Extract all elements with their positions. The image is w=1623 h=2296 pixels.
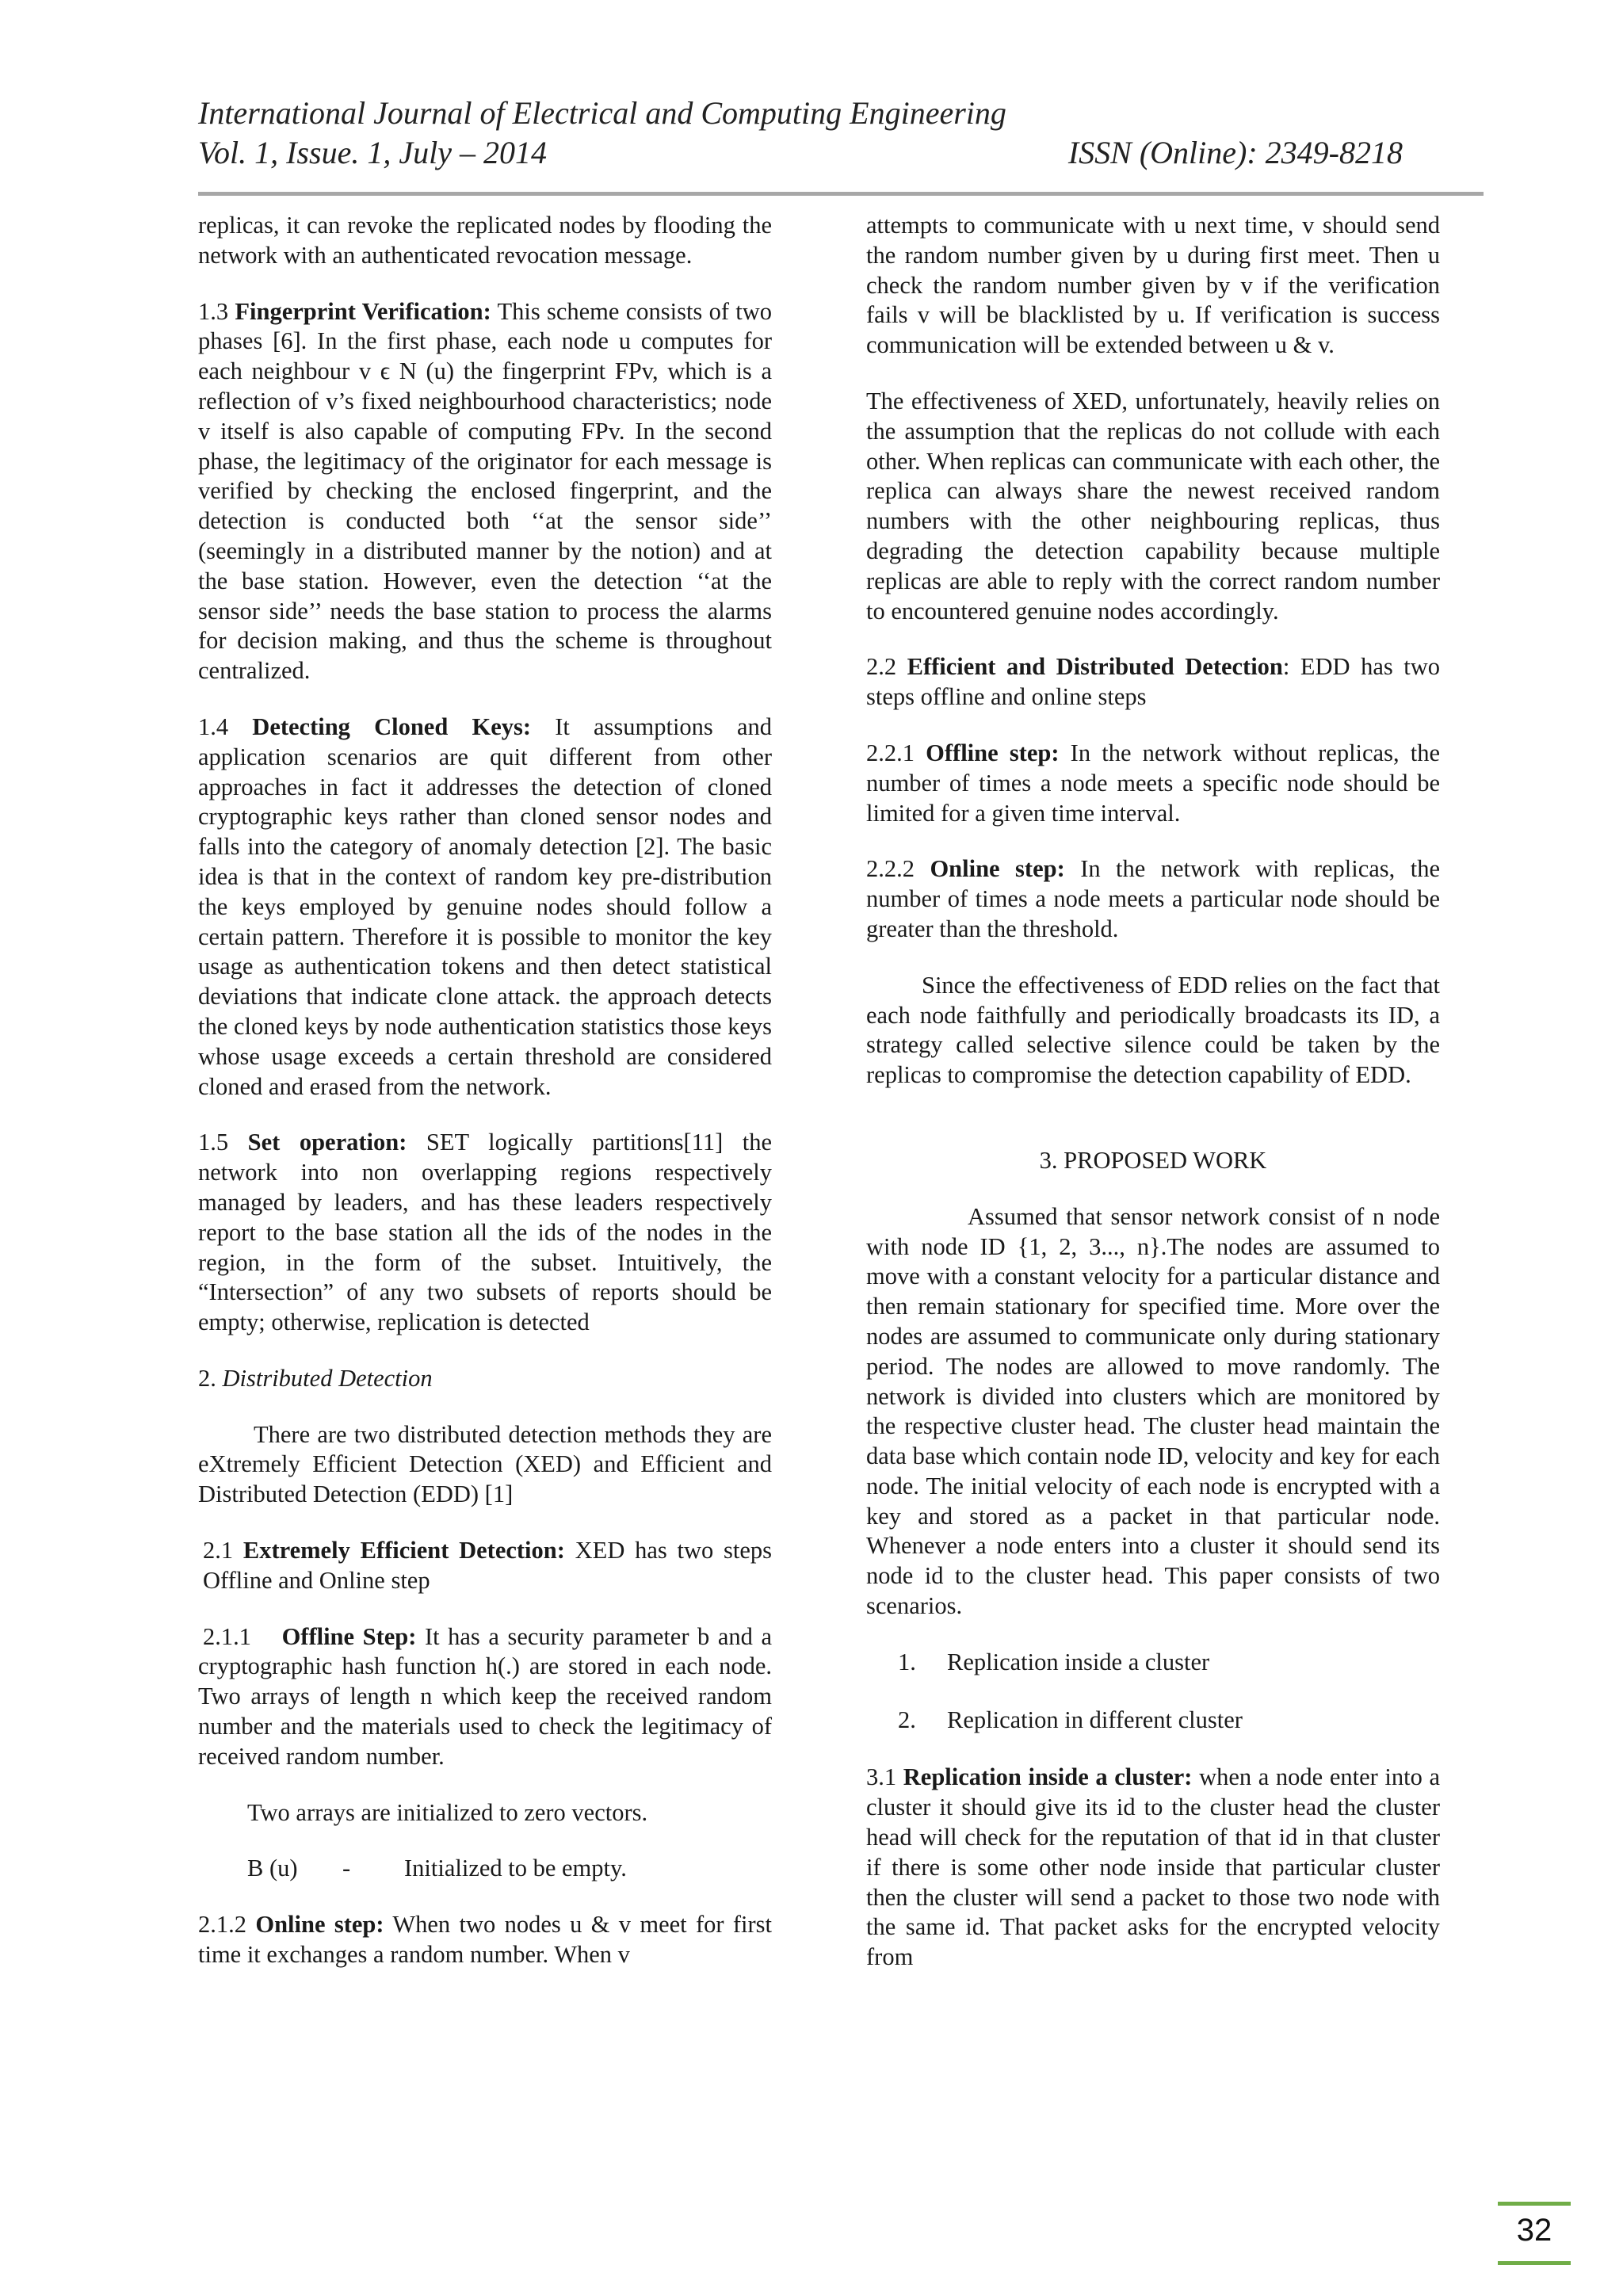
section-number: 2.1.1: [203, 1622, 251, 1650]
arrays-init-line: Two arrays are initialized to zero vectors.: [247, 1798, 648, 1826]
section-text: XED has two steps Offline and Online step: [203, 1537, 772, 1594]
section-3-1: [866, 1763, 1440, 1973]
paragraph-continued: attempts to communicate with u next time, v should send the random number given by u during first meet. Then u check the random number given by v if the verification fails v will be blacklisted by u. If verification is success communication will be extended between u & v.: [866, 212, 1440, 359]
page-number: 32: [1516, 2213, 1552, 2248]
page-number-rule-top: [1498, 2202, 1571, 2206]
scenario-list: [866, 1648, 1440, 1736]
section-number: 1.5: [198, 1129, 229, 1156]
section-number: 2.2.2: [866, 855, 915, 883]
section-2-text: There are two distributed detection methods they are eXtremely Efficient Detection (XED) and Efficient and Distributed Detection (EDD) [1]: [198, 1420, 772, 1508]
right-column: [866, 211, 1440, 1999]
header-divider: [198, 192, 1484, 196]
section-title: Distributed Detection: [222, 1364, 433, 1392]
array-label: B (u): [247, 1855, 298, 1882]
section-title: Set operation:: [247, 1129, 407, 1156]
section-2-heading: [198, 1364, 772, 1394]
paragraph-xed-effectiveness: The effectiveness of XED, unfortunately, heavily relies on the assumption that the replicas do not collude with each other. When replicas can communicate with each other, the replica can always share the newest received random numbers with the other neighbouring replicas, thus degrading the detection capability because multiple replicas are able to reply with the correct random number to encountered genuine nodes accordingly.: [866, 387, 1440, 625]
volume-issue: Vol. 1, Issue. 1, July – 2014: [198, 135, 547, 170]
journal-title: International Journal of Electrical and Computing Engineering: [198, 95, 1006, 131]
section-title: Extremely Efficient Detection:: [242, 1537, 565, 1564]
page-number-box: [1498, 2202, 1571, 2265]
array-dash: -: [342, 1855, 351, 1882]
section-text: This scheme consists of two phases [6]. In the first phase, each node u computes for each neighbour v ϵ N (u) the fingerprint FPv, which is a reflection of v’s fixed neighbourhood characteristics; node v itself is also capable of computing FPv. In the second phase, the legitimacy of the originator for each message is verified by checking the enclosed fingerprint, and the detection is conducted both ‘‘at the sensor side’’ (seemingly in a distributed manner by the notion) and at the base station. However, even the detection ‘‘at the sensor side’’ needs the base station to process the alarms for decision making, and thus the scheme is throughout centralized.: [198, 297, 772, 685]
section-2-1: [198, 1536, 772, 1596]
list-number: 1.: [898, 1648, 916, 1675]
section-number: 2.: [198, 1364, 216, 1392]
section-text: When two nodes u & v meet for first time it exchanges a random number. When v: [198, 1911, 773, 1969]
section-text: : EDD has two steps offline and online steps: [866, 653, 1440, 711]
section-number: 2.2: [866, 653, 897, 681]
section-title: Replication inside a cluster:: [903, 1763, 1193, 1791]
section-number: 2.1: [203, 1537, 234, 1564]
section-2-2: [866, 652, 1440, 712]
list-number: 2.: [898, 1706, 916, 1733]
section-2-1-2: [198, 1910, 772, 1970]
running-header: [198, 94, 1403, 173]
paragraph-continued: replicas, it can revoke the replicated nodes by flooding the network with an authenticated revocation message.: [198, 212, 772, 269]
paragraph-edd-silence: Since the effectiveness of EDD relies on the fact that each node faithfully and periodically broadcasts its ID, a strategy called selective silence could be taken by the replicas to compromise the detection capability of EDD.: [866, 971, 1440, 1089]
section-3-heading: 3. PROPOSED WORK: [1039, 1146, 1267, 1174]
issn: ISSN (Online): 2349-8218: [1067, 135, 1403, 170]
section-number: 2.2.1: [866, 739, 915, 766]
section-text: In the network with replicas, the number of times a node meets a particular node should be greater than the threshold.: [866, 855, 1441, 942]
left-column: [198, 211, 772, 1996]
section-title: Fingerprint Verification:: [235, 297, 491, 325]
section-number: 3.1: [866, 1763, 897, 1791]
section-1-5: [198, 1128, 772, 1338]
list-text: Replication inside a cluster: [947, 1648, 1210, 1675]
list-text: Replication in different cluster: [947, 1706, 1243, 1733]
section-text: SET logically partitions[11] the network into non overlapping regions respectively managed by leaders, and has these leaders respectively report to the base station all the ids of the nodes in the region, in the form of the subset. Intuitively, the “Intersection” of any two subsets of reports should be empty; otherwise, replication is detected: [198, 1129, 773, 1336]
list-item: [898, 1706, 1440, 1736]
section-2-2-2: [866, 854, 1440, 944]
section-title: Offline Step:: [281, 1622, 417, 1650]
section-1-4: [198, 712, 772, 1102]
section-text: when a node enter into a cluster it should give its id to the cluster head the cluster head will check for the reputation of that id in that cluster if there is some other node inside that particular cluster then the cluster will send a packet to those two node with the same id. That packet asks for the encrypted velocity from: [866, 1763, 1441, 1971]
list-item: [898, 1648, 1440, 1678]
section-2-1-1: [198, 1622, 772, 1772]
section-number: 1.4: [198, 712, 229, 740]
section-number: 1.3: [198, 297, 229, 325]
section-number: 2.1.2: [198, 1911, 246, 1939]
section-title: Online step:: [930, 855, 1065, 883]
section-title: Offline step:: [926, 739, 1060, 766]
section-3-text: Assumed that sensor network consist of n node with node ID {1, 2, 3..., n}.The nodes are assumed to move with a constant velocity for a particular distance and then remain stationary for specified time. More over the nodes are assumed to communicate only during stationary period. The nodes are allowed to move randomly. The network is divided into clusters which are monitored by the respective cluster head. The cluster head maintain the data base which contain node ID, velocity and key for each node. The initial velocity of each node is encrypted with a key and stored as a packet in that particular node. Whenever a node enters into a cluster it should send its node id to the cluster head. This paper consists of two scenarios.: [866, 1202, 1440, 1620]
section-1-3: [198, 297, 772, 686]
section-text: It has a security parameter b and a cryptographic hash function h(.) are stored in each node. Two arrays of length n which keep the received random number and the materials used to check the legitimacy of received random number.: [198, 1622, 772, 1770]
section-title: Detecting Cloned Keys:: [252, 712, 532, 740]
section-text: It assumptions and application scenarios are quit different from other approaches in fact it addresses the detection of cloned cryptographic keys rather than cloned sensor nodes and falls into the category of anomaly detection [2]. The basic idea is that in the context of random key pre-distribution the keys employed by genuine nodes should follow a certain pattern. Therefore it is possible to monitor the key usage as authentication tokens and then detect statistical deviations that indicate clone attack. the approach detects the cloned keys by node authentication statistics those keys whose usage exceeds a certain threshold are considered cloned and erased from the network.: [198, 712, 773, 1100]
section-2-2-1: [866, 739, 1440, 828]
section-text: In the network without replicas, the number of times a node meets a specific node should be limited for a given time interval.: [866, 739, 1441, 827]
section-title: Online step:: [255, 1911, 384, 1939]
section-title: Efficient and Distributed Detection: [907, 653, 1283, 681]
array-desc: Initialized to be empty.: [404, 1855, 627, 1882]
page-number-rule-bottom: [1498, 2261, 1571, 2265]
array-b-line: [198, 1854, 772, 1884]
header-meta-row: [198, 133, 1403, 173]
